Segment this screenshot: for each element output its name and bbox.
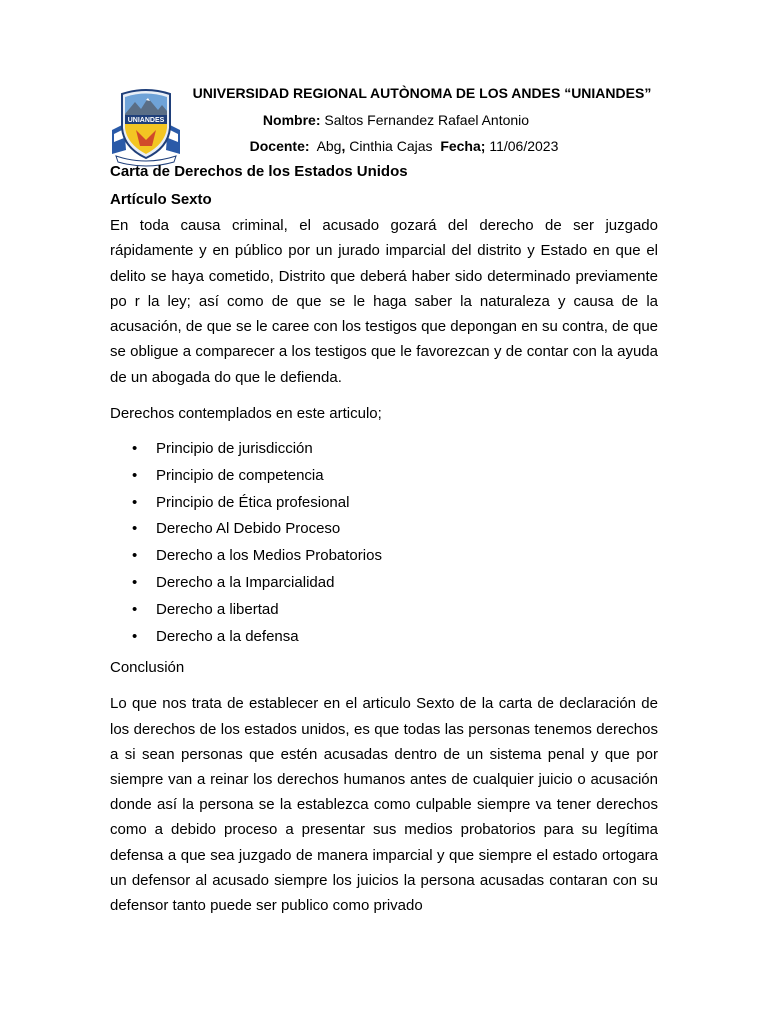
date-value: 11/06/2023 [489, 138, 559, 154]
bullet-icon: • [132, 600, 138, 618]
bullet-icon: • [132, 466, 138, 484]
university-name: UNIVERSIDAD REGIONAL AUTÒNOMA DE LOS ANDES “UNIANDES” [192, 85, 652, 101]
teacher-label: Docente: [249, 138, 310, 154]
conclusion-body: Lo que nos trata de establecer en el articulo Sexto de la carta de declaración de los derechos de los estados unidos, es que todas las personas tenemos derechos a si sean personas que estén acusadas dentro de un sistema penal y que por siempre van a reinar los derechos humanos antes de cualquier juicio o acusación donde así la persona se la establezca como culpable siempre va tener derechos como a debido proceso a presentar sus medios probatorios para su legítima defensa a que sea juzgado de manera imparcial y que siempre el estado ortogara un defensor al acusado siempre los juicios la persona acusadas contaran con su defensor tanto puede ser publico como privado [110, 695, 658, 915]
bullet-icon: • [132, 440, 138, 458]
student-name: Saltos Fernandez Rafael Antonio [324, 112, 530, 128]
student-name-line [12, 111, 768, 129]
list-item: • Principio de jurisdicción [110, 436, 658, 463]
conclusion-heading: Conclusión [110, 659, 185, 677]
list-item: • Principio de competencia [110, 463, 658, 490]
list-item: • Principio de Ética profesional [110, 490, 658, 517]
teacher-name: Cinthia Cajas [349, 138, 433, 154]
teacher-date-line: Docente: Abg, Cinthia Cajas Fecha; 11/06/2023 [249, 138, 559, 154]
bullet-icon: • [132, 627, 138, 645]
list-item: • Derecho Al Debido Proceso [110, 516, 658, 543]
article-heading: Artículo Sexto [110, 191, 212, 208]
teacher-title: Abg [316, 138, 342, 154]
bullet-icon: • [132, 520, 138, 538]
list-item: • Derecho a la Imparcialidad [110, 570, 658, 597]
bullet-icon: • [132, 574, 138, 592]
list-item: • Derecho a los Medios Probatorios [110, 543, 658, 570]
list-item: • Derecho a la defensa [110, 624, 658, 651]
logo-text: UNIANDES [127, 117, 165, 124]
document-title: Carta de Derechos de los Estados Unidos [110, 163, 408, 180]
rights-list [110, 436, 658, 650]
date-label: Fecha; [440, 138, 486, 154]
bullet-icon: • [132, 493, 138, 511]
document-body [110, 162, 658, 918]
name-label: Nombre: [262, 112, 321, 128]
article-body: En toda causa criminal, el acusado gozará del derecho de ser juzgado rápidamente y en público por un jurado imparcial del distrito y Estado en que el delito se haya cometido, Distrito que deberá haber sido determinado previamente po r la ley; así como de que se le haga saber la naturaleza y causa de la acusación, de que se le caree con los testigos que depongan en su contra, de que se obligue a comparecer a los testigos que le favorezcan y de contar con la ayuda de un abogada do que le defienda. [110, 217, 658, 386]
list-item: • Derecho a libertad [110, 597, 658, 624]
rights-intro: Derechos contemplados en este articulo; [110, 405, 382, 423]
bullet-icon: • [132, 547, 138, 565]
